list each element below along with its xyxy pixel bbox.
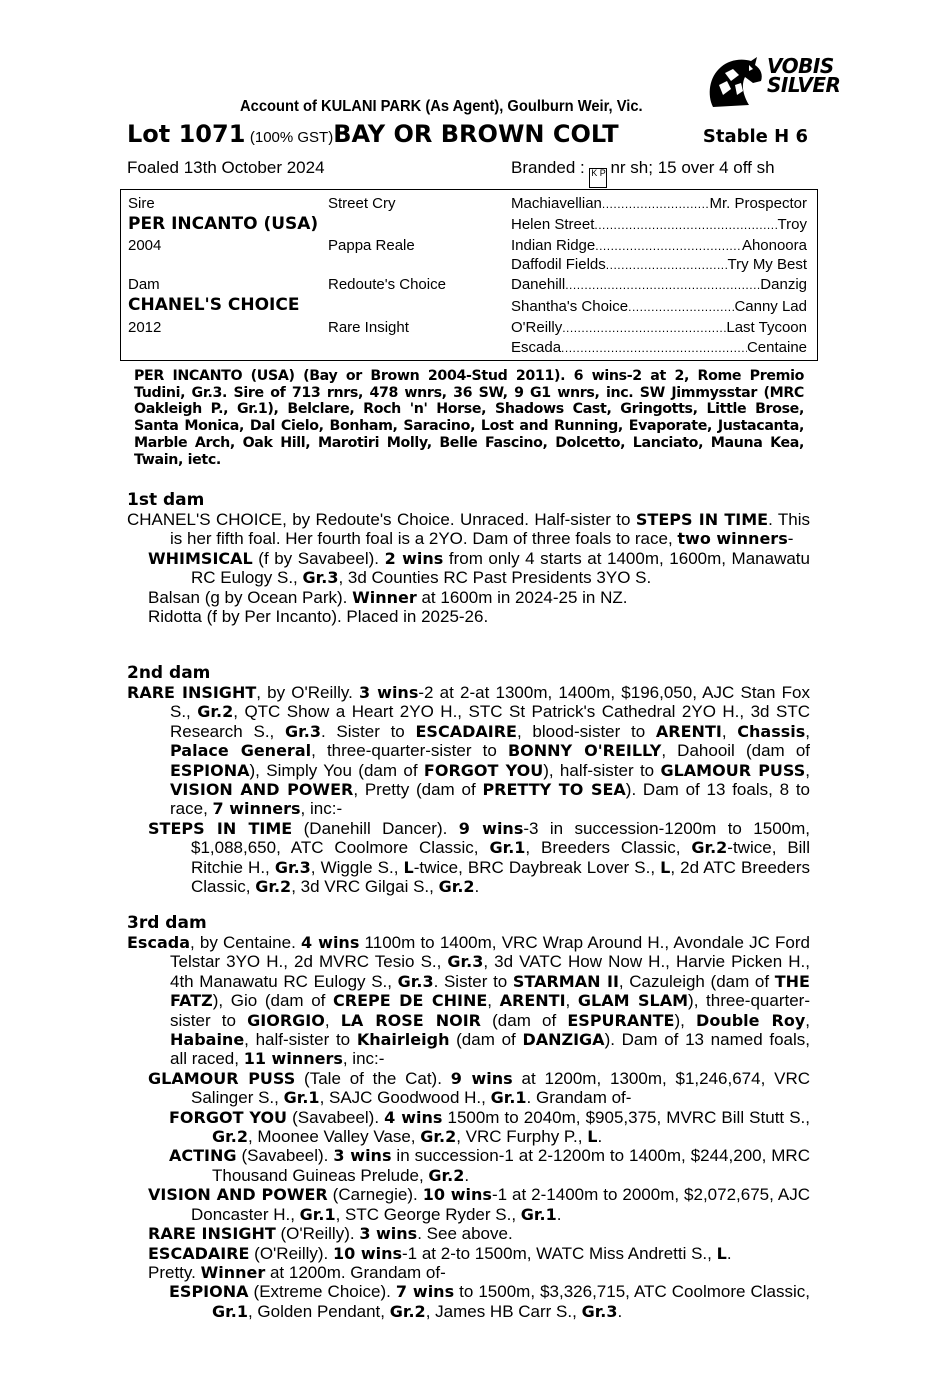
ancestor-row: Indian Ridge ..... Ahonoora [511, 237, 807, 254]
first-dam-section [127, 490, 810, 626]
ancestor-row: Daffodil Fields ..... Try My Best [511, 256, 807, 273]
grand-progeny-entry: FORGOT YOU (Savabeel). 4 wins 1500m to 2040m, $905,375, MVRC Bill Stutt S., Gr.2, Moonee Valley Vase, Gr.2, VRC Furphy P., L. [169, 1107, 811, 1147]
section-heading: 3rd dam [127, 913, 207, 933]
ancestor-row: Helen Street ..... Troy [511, 216, 807, 233]
lot-title-line [127, 120, 812, 150]
dam-sire: Redoute's Choice [328, 276, 446, 293]
horse-head-icon [705, 55, 767, 110]
second-dam-section [127, 663, 810, 896]
dam-dam: Rare Insight [328, 319, 409, 336]
vobis-silver-logo [705, 55, 845, 110]
brand-mark-icon: K P [589, 168, 607, 188]
pedigree-table [120, 189, 818, 361]
third-dam-section [127, 913, 810, 1321]
progeny-entry: VISION AND POWER (Carnegie). 10 wins-1 at 2-1400m to 2000m, $2,072,675, AJC Doncaster H., Gr.1, STC George Ryder S., Gr.1. [148, 1185, 811, 1224]
ancestor-row: O'Reilly ..... Last Tycoon [511, 319, 807, 336]
progeny-entry: GLAMOUR PUSS (Tale of the Cat). 9 wins at 1200m, 1300m, $1,246,674, VRC Salinger S., Gr.1, SAJC Goodwood H., Gr.1. Grandam of- [148, 1068, 810, 1108]
foaled-date: Foaled 13th October 2024 [127, 158, 325, 177]
dam-paragraph: RARE INSIGHT, by O'Reilly. 3 wins-2 at 2-at 1300m, 1400m, $196,050, AJC Stan Fox S., Gr.2, QTC Show a Heart 2YO H., STC St Patrick's Cathedral 2YO H., 3d STC Research S., Gr.3. Sister to ESCADAIRE, blood-sister to ARENTI, Chassis, Palace General, three-quarter-sister to BONNY O'REILLY, Dahooil (dam of ESPIONA), Simply You (dam of FORGOT YOU), half-sister to GLAMOUR PUSS, VISION AND POWER, Pretty (dam of PRETTY TO SEA). Dam of 13 foals, 8 to race, 7 winners, inc:- [127, 683, 811, 819]
grand-progeny-entry: ESPIONA (Extreme Choice). 7 wins to 1500m, $3,326,715, ATC Coolmore Classic, Gr.1, Golden Pendant, Gr.2, James HB Carr S., Gr.3. [169, 1282, 810, 1321]
grand-progeny-entry: ACTING (Savabeel). 3 wins in succession-1 at 2-1200m to 1400m, $244,200, MRC Thousand Guineas Prelude, Gr.2. [169, 1146, 810, 1185]
branded-info: Branded : K P nr sh; 15 over 4 off sh [511, 158, 775, 188]
dam-name: CHANEL'S CHOICE [128, 295, 300, 315]
sire-label: Sire [128, 195, 155, 212]
progeny-entry: ESCADAIRE (O'Reilly). 10 wins-1 at 2-to 1500m, WATC Miss Andretti S., L. [148, 1243, 732, 1263]
sire-year: 2004 [128, 237, 162, 254]
section-heading: 2nd dam [127, 663, 211, 683]
sire-dam: Pappa Reale [328, 237, 415, 254]
horse-sex-colour: BAY OR BROWN COLT [333, 120, 619, 148]
sire-name: PER INCANTO (USA) [128, 214, 319, 234]
gst-note: (100% GST) [249, 129, 334, 146]
ancestor-row: Escada ..... Centaine [511, 339, 807, 356]
progeny-entry: STEPS IN TIME (Danehill Dancer). 9 wins-3 in succession-1200m to 1500m, $1,088,650, ATC Coolmore Classic, Gr.1, Breeders Classic, Gr.2-twice, Bill Ritchie H., Gr.3, Wiggle S., L-twice, BRC Daybreak Lover S., L, 2d ATC Breeders Classic, Gr.2, 3d VRC Gilgai S., Gr.2. [148, 818, 811, 897]
progeny-entry: WHIMSICAL (f by Savabeel). 2 wins from only 4 starts at 1400m, 1600m, Manawatu RC Eulogy S., Gr.3, 3d Counties RC Past Presidents 3YO S. [148, 548, 810, 588]
progeny-entry: Pretty. Winner at 1200m. Grandam of- [148, 1262, 446, 1282]
dam-paragraph: CHANEL'S CHOICE, by Redoute's Choice. Unraced. Half-sister to STEPS IN TIME. This is her fifth foal. Her fourth foal is a 2YO. Dam of three foals to race, two winners- [127, 510, 810, 549]
stable-location: Stable H 6 [702, 126, 808, 147]
logo-wordmark: VOBIS SILVER [767, 54, 841, 97]
progeny-entry: RARE INSIGHT (O'Reilly). 3 wins. See above. [148, 1224, 513, 1244]
ancestor-row: Shantha's Choice ..... Canny Lad [511, 298, 807, 315]
ancestor-row: Machiavellian ..... Mr. Prospector [511, 195, 807, 212]
progeny-entry: Balsan (g by Ocean Park). Winner at 1600m in 2024-25 in NZ. [148, 587, 628, 607]
sire-summary: PER INCANTO (USA) (Bay or Brown 2004-Stud 2011). 6 wins-2 at 2, Rome Premio Tudini, Gr.3. Sire of 713 rnrs, 478 wnrs, 36 SW, 9 G1 wnrs, inc. SW Jimmysstar (MRC Oakleigh P., Gr.1), Belclare, Roch 'n' Horse, Shadows Cast, Gringotts, Little Brose, Santa Monica, Dal Cielo, Bonham, Saracino, Lost and Running, Evaporate, Justacanta, Marble Arch, Oak Hill, Marotiri Molly, Belle Fascino, Dolcetto, Lanciato, Mauna Kea, Twain, ietc. [134, 368, 804, 468]
dam-year: 2012 [128, 319, 162, 336]
progeny-entry: Ridotta (f by Per Incanto). Placed in 2025-26. [148, 607, 489, 627]
dam-paragraph: Escada, by Centaine. 4 wins 1100m to 1400m, VRC Wrap Around H., Avondale JC Ford Telstar 3YO H., 2d MVRC Tesio S., Gr.3, 3d VATC How Now H., Harvie Picken H., 4th Manawatu RC Eulogy S., Gr.3. Sister to STARMAN II, Cazuleigh (dam of THE FATZ), Gio (dam of CREPE DE CHINE, ARENTI, GLAM SLAM), three-quarter-sister to GIORGIO, LA ROSE NOIR (dam of ESPURANTE), Double Roy, Habaine, half-sister to Khairleigh (dam of DANZIGA). Dam of 13 named foals, all raced, 11 winners, inc:- [127, 933, 811, 1069]
section-heading: 1st dam [127, 490, 205, 510]
dam-label: Dam [128, 276, 160, 293]
ancestor-row: Danehill ..... Danzig [511, 276, 807, 293]
sire-sire: Street Cry [328, 195, 396, 212]
lot-number: Lot 1071 [127, 120, 246, 148]
vendor-account: Account of KULANI PARK (As Agent), Goulburn Weir, Vic. [240, 98, 643, 115]
